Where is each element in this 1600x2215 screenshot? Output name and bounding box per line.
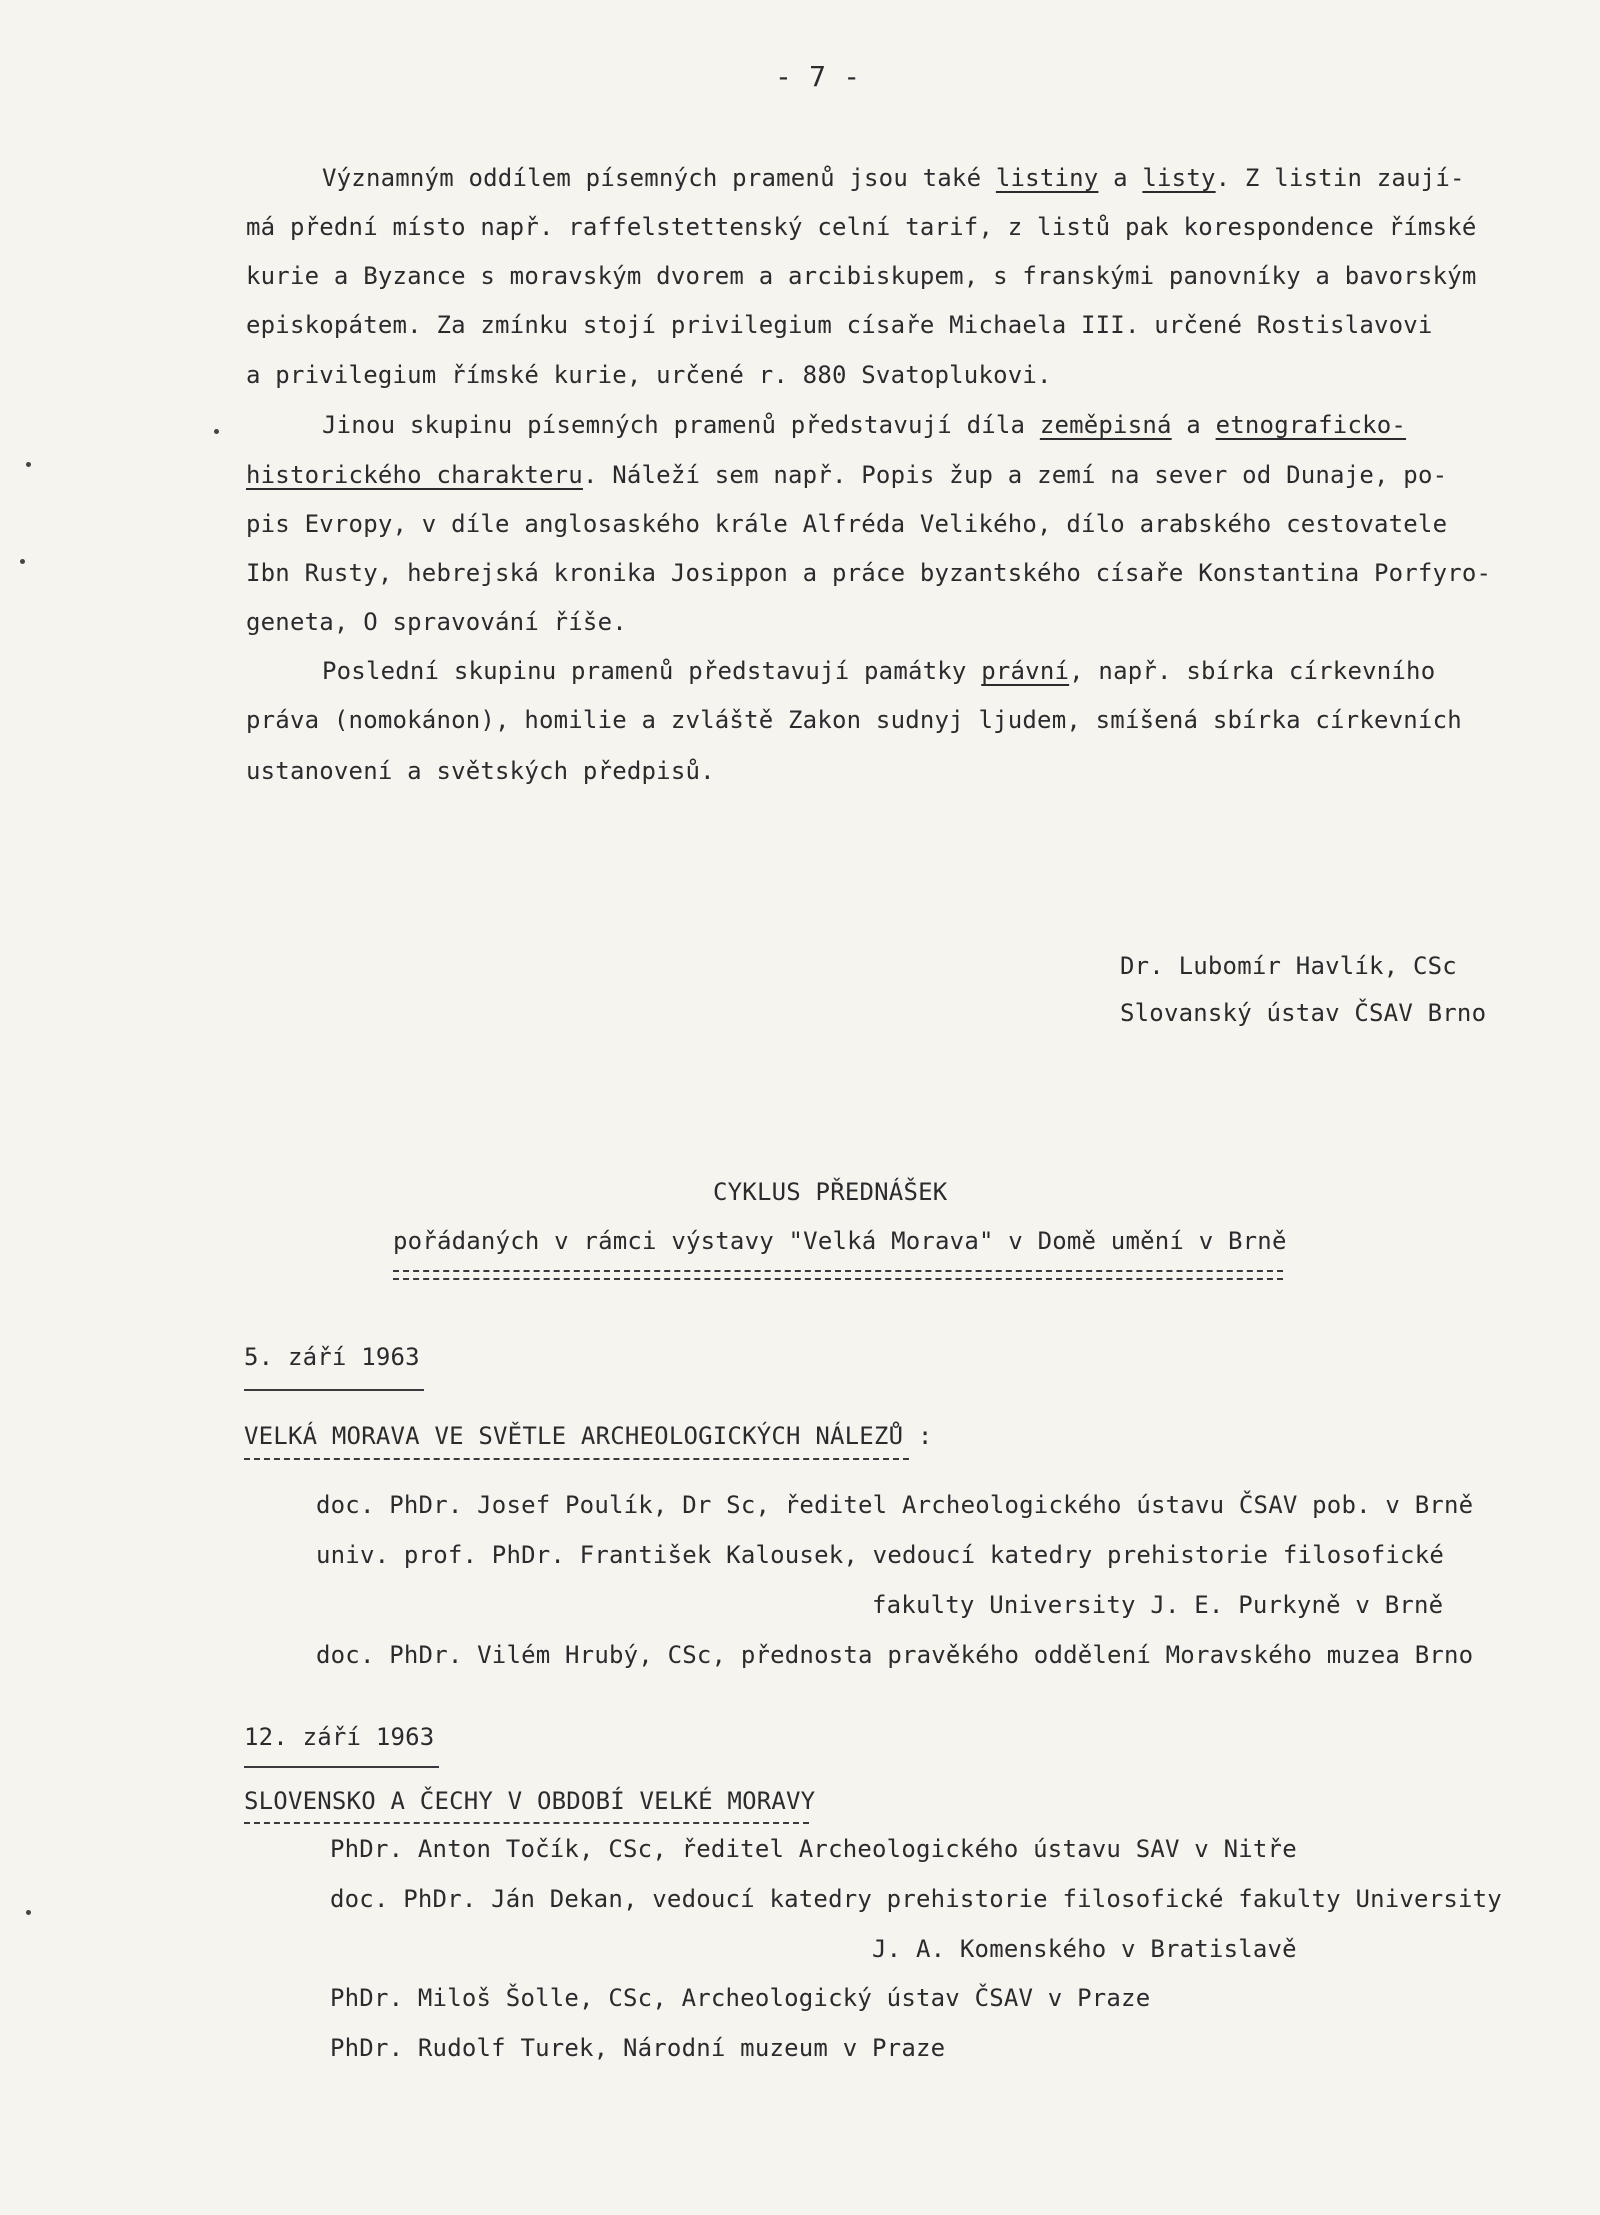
- speaker-line: univ. prof. PhDr. František Kalousek, vedoucí katedry prehistorie filosofické: [316, 1541, 1444, 1569]
- text-run-underlined: historického charakteru: [246, 461, 583, 489]
- paragraph-line: [322, 163, 1465, 193]
- text-run: a: [1098, 164, 1143, 192]
- page-number: - 7 -: [775, 60, 861, 93]
- speaker-line: doc. PhDr. Vilém Hrubý, CSc, přednosta pravěkého oddělení Moravského muzea Brno: [316, 1641, 1474, 1669]
- paragraph-line: [246, 756, 715, 786]
- text-run-underlined: listy: [1142, 164, 1216, 192]
- text-run: Jinou skupinu písemných pramenů představují díla: [322, 411, 1040, 439]
- lecture-date: 12. září 1963: [244, 1723, 435, 1751]
- text-run-underlined: etnograficko-: [1215, 411, 1407, 439]
- text-run: má přední místo např. raffelstettenský celní tarif, z listů pak korespondence římské: [246, 213, 1477, 241]
- topic-text: VELKÁ MORAVA VE SVĚTLE ARCHEOLOGICKÝCH NÁLEZŮ: [244, 1422, 904, 1450]
- author-institution: Slovanský ústav ČSAV Brno: [1120, 999, 1487, 1027]
- speaker-line: doc. PhDr. Josef Poulík, Dr Sc, ředitel Archeologického ústavu ČSAV pob. v Brně: [316, 1491, 1474, 1519]
- speaker-line: J. A. Komenského v Bratislavě: [872, 1935, 1297, 1963]
- double-rule: [393, 1278, 1283, 1280]
- paragraph-line: [246, 509, 1447, 539]
- double-rule: [393, 1270, 1283, 1272]
- text-run: geneta, O spravování říše.: [246, 608, 627, 636]
- paragraph-line: [246, 261, 1477, 291]
- text-run: Významným oddílem písemných pramenů jsou také: [322, 164, 996, 192]
- speaker-line: PhDr. Rudolf Turek, Národní muzeum v Praze: [330, 2034, 946, 2062]
- topic-text: SLOVENSKO A ČECHY V OBDOBÍ VELKÉ MORAVY: [244, 1787, 816, 1815]
- text-run: a privilegium římské kurie, určené r. 880 Svatoplukovi.: [246, 361, 1052, 389]
- lecture-date: 5. září 1963: [244, 1343, 420, 1371]
- text-run: . Náleží sem např. Popis žup a zemí na sever od Dunaje, po-: [582, 461, 1448, 489]
- text-run-underlined: listiny: [995, 164, 1099, 192]
- cycle-subtitle: pořádaných v rámci výstavy "Velká Morava" v Domě umění v Brně: [393, 1227, 1287, 1255]
- text-run-underlined: zeměpisná: [1039, 411, 1172, 439]
- paragraph-line: [246, 212, 1477, 242]
- text-run: kurie a Byzance s moravským dvorem a arcibiskupem, s franskými panovníky a bavorským: [246, 262, 1477, 290]
- topic-underline: [244, 1822, 809, 1824]
- text-run: . Z listin zaují-: [1215, 164, 1465, 192]
- paragraph-line: [246, 360, 1052, 390]
- speaker-line: fakulty University J. E. Purkyně v Brně: [872, 1591, 1444, 1619]
- text-run: Ibn Rusty, hebrejská kronika Josippon a práce byzantského císaře Konstantina Porfyro-: [246, 559, 1492, 587]
- lecture-topic: [244, 1421, 933, 1451]
- speaker-line: PhDr. Miloš Šolle, CSc, Archeologický ústav ČSAV v Praze: [330, 1984, 1151, 2012]
- author-name: Dr. Lubomír Havlík, CSc: [1120, 952, 1457, 980]
- text-run: episkopátem. Za zmínku stojí privilegium císaře Michaela III. určené Rostislavovi: [246, 311, 1433, 339]
- margin-speck: [20, 559, 25, 564]
- text-run-underlined: právní: [981, 657, 1070, 685]
- paragraph-line: [246, 705, 1462, 735]
- paragraph-line: [246, 460, 1447, 490]
- margin-speck: [26, 462, 31, 467]
- date-underline: [244, 1766, 439, 1768]
- lecture-topic: [244, 1786, 815, 1816]
- paragraph-line: [246, 310, 1433, 340]
- text-run: práva (nomokánon), homilie a zvláště Zakon sudnyj ljudem, smíšená sbírka církevních: [246, 706, 1462, 734]
- topic-suffix: :: [903, 1422, 933, 1450]
- text-run: ustanovení a světských předpisů.: [246, 757, 715, 785]
- paragraph-line: [246, 607, 627, 637]
- speaker-line: PhDr. Anton Točík, CSc, ředitel Archeologického ústavu SAV v Nitře: [330, 1835, 1297, 1863]
- paragraph-line: [322, 656, 1435, 686]
- paragraph-line: [246, 558, 1491, 588]
- text-run: , např. sbírka církevního: [1069, 657, 1436, 685]
- date-underline: [244, 1389, 424, 1391]
- topic-underline: [244, 1458, 909, 1460]
- margin-speck: [26, 1910, 31, 1915]
- paragraph-line: [322, 410, 1406, 440]
- cycle-title: CYKLUS PŘEDNÁŠEK: [713, 1178, 948, 1206]
- text-run: a: [1171, 411, 1216, 439]
- text-run: Poslední skupinu pramenů představují památky: [322, 657, 982, 685]
- speaker-line: doc. PhDr. Ján Dekan, vedoucí katedry prehistorie filosofické fakulty University: [330, 1885, 1502, 1913]
- margin-speck: [214, 429, 219, 434]
- text-run: pis Evropy, v díle anglosaského krále Alfréda Velikého, dílo arabského cestovatele: [246, 510, 1448, 538]
